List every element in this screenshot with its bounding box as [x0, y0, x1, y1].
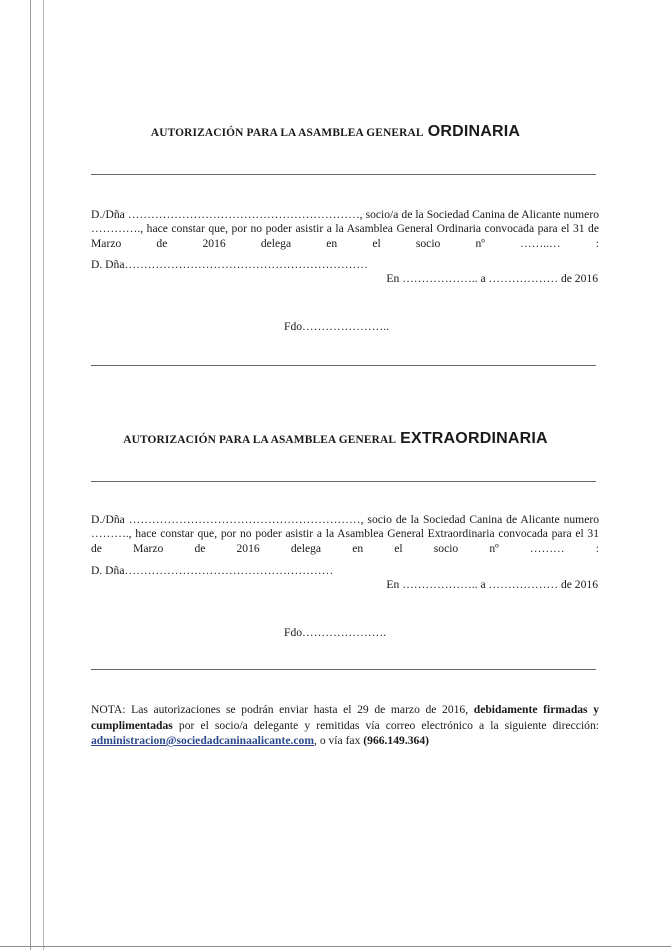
title-ordinaria-prefix: AUTORIZACIÓN PARA LA ASAMBLEA GENERAL [150, 127, 424, 139]
delegate-name-ordinaria: D. Dña……………………………………………………… [91, 258, 368, 271]
rule-extraordinaria-top [91, 481, 596, 482]
title-ordinaria [0, 123, 671, 141]
rule-extraordinaria-bottom [91, 669, 596, 670]
rule-ordinaria-top [91, 174, 596, 175]
scan-bottom-line [0, 946, 671, 947]
note-text-1: NOTA: Las autorizaciones se podrán enviar hasta el 29 de marzo de 2016, [91, 703, 474, 716]
title-extraordinaria [0, 430, 671, 448]
place-date-ordinaria: En ……………….. a ……………… de 2016 [386, 272, 598, 285]
paragraph-extraordinaria: D./Dña ……………………………………………………, socio de la Sociedad Canina de Alicante numero ………., hace constar que, por no poder asistir a la Asamblea General Extraordinaria convocada para el 31 de Marzo de 2016 delega en el socio nº ……… : [91, 513, 599, 555]
email-link[interactable]: administracion@sociedadcaninaalicante.com [91, 734, 315, 748]
note-paragraph [91, 702, 599, 749]
scan-margin-line-inner [43, 0, 44, 950]
paragraph-ordinaria: D./Dña ……………………………………………………, socio/a de la Sociedad Canina de Alicante numero …………., hace constar que, por no poder asistir a la Asamblea General Ordinaria convocada para el 31 de Marzo de 2016 delega en el socio nº ……..… : [91, 208, 599, 250]
rule-ordinaria-bottom [91, 365, 596, 366]
scan-margin-line [30, 0, 31, 950]
title-ordinaria-emph: ORDINARIA [427, 123, 521, 140]
title-extraordinaria-emph: EXTRAORDINARIA [400, 430, 548, 447]
delegate-name-extraordinaria: D. Dña……………………………………………… [91, 564, 334, 577]
place-date-extraordinaria: En ……………….. a ……………… de 2016 [386, 578, 598, 591]
note-text-2: por el socio/a delegante y remitidas vía correo electrónico a la siguiente dirección: [172, 718, 599, 732]
fax-number: (966.149.364) [363, 734, 429, 748]
signature-ordinaria: Fdo………………….. [284, 320, 389, 333]
title-extraordinaria-prefix: AUTORIZACIÓN PARA LA ASAMBLEA GENERAL [123, 434, 397, 446]
note-bold-1: debidamente firmadas y cumplimentadas [91, 703, 599, 732]
signature-extraordinaria: Fdo…………………. [284, 626, 387, 639]
note-text-3: , o vía fax [314, 734, 364, 748]
